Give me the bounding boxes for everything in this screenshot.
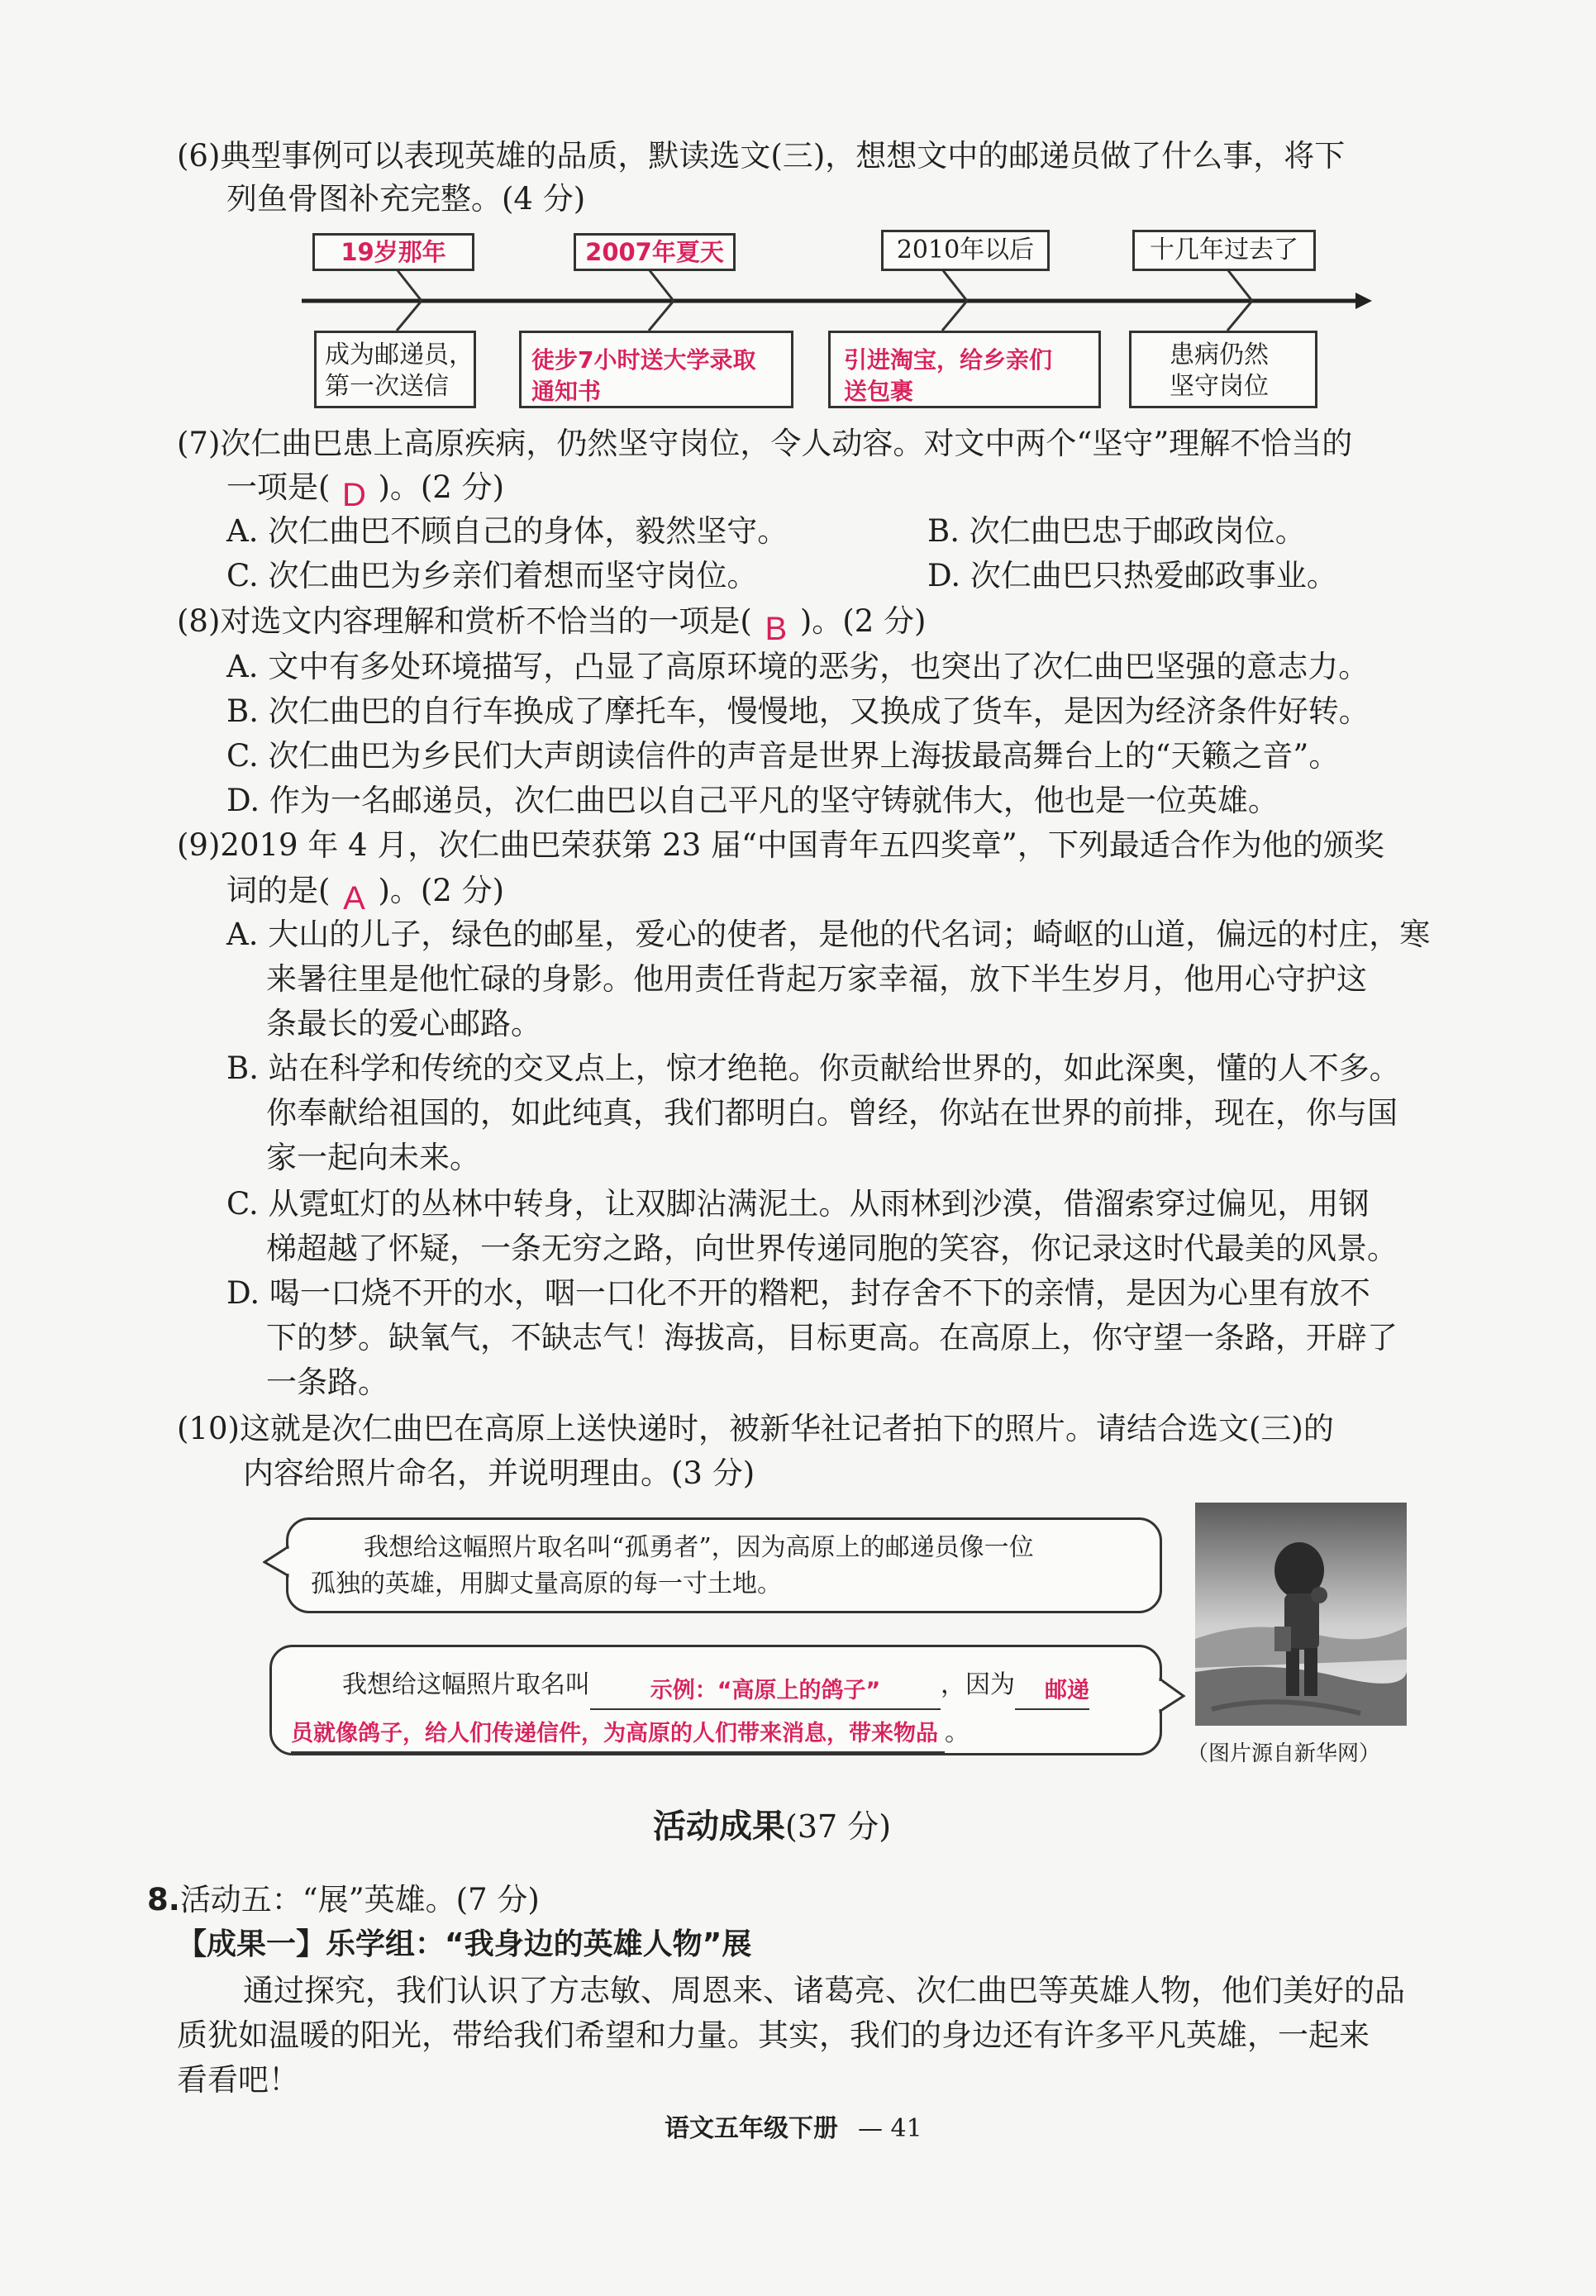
fishbone-top-label-4 [1132,230,1316,271]
q9-stem-pre: 词的是( [226,873,331,908]
fishbone-bottom-box-3 [828,331,1101,408]
reason-answer-part2: 员就像鸽子，给人们传递信件，为高原的人们带来消息，带来物品 [291,1717,945,1753]
q9-option-c-line1: C. 从霓虹灯的丛林中转身，让双脚沾满泥土。从雨林到沙漠，借溜索穿过偏见，用钢 [226,1186,1370,1222]
q9-option-b-line1: B. 站在科学和传统的交叉点上，惊才绝艳。你贡献给世界的，如此深奥，懂的人不多。 [226,1050,1400,1086]
bone-top-4 [1227,269,1252,301]
footer-book-title: 语文五年级下册 [665,2114,838,2143]
bubble1-line1: 我想给这幅照片取名叫“孤勇者”，因为高原上的邮递员像一位 [364,1533,1034,1562]
top-label-2-text: 2007年夏天 [585,238,724,266]
spine-arrowhead [1355,293,1372,309]
bone-top-1 [397,269,422,301]
activity5-title [147,1878,540,1922]
result-one-label: 【成果一】乐学组：“我身边的英雄人物”展 [177,1927,752,1961]
q9-option-a-line3: 条最长的爱心邮路。 [266,1006,541,1041]
fishbone-top-label-2 [574,233,736,271]
top-label-3-text: 2010年以后 [896,236,1035,264]
q9-option-a-line2: 来暑往里是他忙碌的身影。他用责任背起万家幸福，放下半生岁月，他用心守护这 [266,961,1367,997]
section-title: 活动成果 [653,1808,785,1846]
q8-option-d: D. 作为一名邮递员，次仁曲巴以自己平凡的坚守铸就伟大，他也是一位英雄。 [226,783,1279,818]
fishbone-bottom-box-4 [1129,331,1317,408]
q8-option-c: C. 次仁曲巴为乡民们大声朗读信件的声音是世界上海拔最高舞台上的“天籁之音”。 [226,738,1340,774]
box1-line1: 成为邮递员， [325,341,474,369]
top-label-1-text: 19岁那年 [341,238,446,266]
q8-option-b: B. 次仁曲巴的自行车换成了摩托车，慢慢地，又换成了货车，是因为经济条件好转。 [226,693,1370,729]
bubble2-line2 [291,1716,970,1753]
q7-option-c: C. 次仁曲巴为乡亲们着想而坚守岗位。 [226,558,758,593]
bubble1-tail [263,1546,291,1579]
q9-option-d-line3: 一条路。 [266,1365,388,1400]
q9-option-b-line3: 家一起向未来。 [266,1140,480,1175]
box4-line1: 患病仍然 [1170,341,1269,369]
photo-caption: （图片源自新华网） [1187,1741,1381,1766]
bubble2-because: ，因为 [941,1670,1015,1699]
q8-line1 [177,598,927,647]
q9-option-a-line1: A. 大山的儿子，绿色的邮星，爱心的使者，是他的代名词；崎岖的山道，偏远的村庄，寒 [226,917,1431,952]
q10-line2: 内容给照片命名，并说明理由。(3 分) [243,1455,755,1491]
fishbone-diagram [0,0,1596,430]
bubble1-line2: 孤独的英雄，用脚丈量高原的每一寸土地。 [311,1570,782,1598]
bone-bottom-3 [942,301,967,331]
q8-option-a: A. 文中有多处环境描写，凸显了高原环境的恶劣，也突出了次仁曲巴坚强的意志力。 [226,649,1370,684]
postman-photo-image [1195,1503,1407,1726]
result-para-line3: 看看吧！ [177,2062,299,2098]
question-number: 8. [147,1882,180,1917]
q9-option-d-line2: 下的梦。缺氧气，不缺志气！海拔高，目标更高。在高原上，你守望一条路，开辟了 [266,1320,1398,1355]
bone-top-3 [942,269,967,301]
box1-line2: 第一次送信 [325,372,449,401]
bone-top-2 [649,269,674,301]
q9-line1: (9)2019 年 4 月，次仁曲巴荣获第 23 届“中国青年五四奖章”，下列最适合作为他的颁奖 [177,827,1384,863]
box3-line1: 引进淘宝，给乡亲们 [844,346,1053,374]
fishbone-top-label-3 [881,230,1050,271]
postman-photo [1195,1503,1407,1726]
q7-stem-pre: 一项是( [226,469,331,505]
q7-stem-post: )。(2 分) [378,469,505,505]
top-label-4-text: 十几年过去了 [1150,236,1298,264]
q10-line1: (10)这就是次仁曲巴在高原上送快递时，被新华社记者拍下的照片。请结合选文(三)的 [177,1411,1334,1446]
bone-bottom-2 [649,301,674,331]
bubble2-tail [1159,1678,1187,1714]
q6-line1: (6)典型事例可以表现英雄的品质，默读选文(三)，想想文中的邮递员做了什么事，将下 [177,138,1346,174]
bone-bottom-4 [1227,301,1252,331]
q9-line2 [226,868,505,917]
page-footer [665,2113,922,2146]
photo-name-answer: 示例：“高原上的鸽子” [590,1674,941,1710]
q7-line2 [226,464,505,513]
reason-answer-part1: 邮递 [1015,1674,1089,1710]
bone-bottom-1 [397,301,422,331]
q7-option-d: D. 次仁曲巴只热爱邮政事业。 [927,558,1337,593]
q6-line2: 列鱼骨图补充完整。(4 分) [226,181,586,217]
fishbone-top-label-1 [312,233,474,271]
q9-stem-post: )。(2 分) [378,873,505,908]
section-score: (37 分) [785,1808,892,1845]
activity5-text: 活动五：“展”英雄。(7 分) [179,1882,540,1917]
box4-line2: 坚守岗位 [1170,372,1269,401]
box2-line1: 徒步7小时送大学录取 [531,346,756,374]
section-heading [653,1803,891,1850]
q9-option-b-line2: 你奉献给祖国的，如此纯真，我们都明白。曾经，你站在世界的前排，现在，你与国 [266,1095,1398,1131]
box3-line2: 送包裹 [844,378,914,405]
bubble2-period: 。 [945,1718,970,1747]
q9-answer: A [343,880,365,917]
q7-answer: D [341,477,366,513]
q7-line1: (7)次仁曲巴患上高原疾病，仍然坚守岗位，令人动容。对文中两个“坚守”理解不恰当的 [177,426,1353,461]
q9-option-d-line1: D. 喝一口烧不开的水，咽一口化不开的糌粑，封存舍不下的亲情，是因为心里有放不 [226,1275,1370,1311]
q8-answer: B [765,611,788,647]
bubble2-prompt: 我想给这幅照片取名叫 [342,1670,590,1699]
footer-page-number: — 41 [858,2114,922,2143]
fishbone-bottom-box-1 [314,331,476,408]
result-para-line1: 通过探究，我们认识了方志敏、周恩来、诸葛亮、次仁曲巴等英雄人物，他们美好的品 [243,1973,1405,2008]
q9-option-c-line2: 梯超越了怀疑，一条无穷之路，向世界传递同胞的笑容，你记录这时代最美的风景。 [266,1231,1398,1266]
fishbone-bottom-box-2 [519,331,793,408]
bubble2-line1 [342,1668,1089,1705]
box2-line2: 通知书 [531,378,602,405]
result-para-line2: 质犹如温暖的阳光，带给我们希望和力量。其实，我们的身边还有许多平凡英雄，一起来 [177,2017,1370,2053]
q7-option-b: B. 次仁曲巴忠于邮政岗位。 [927,513,1306,549]
q8-stem-post: )。(2 分) [799,603,927,639]
q7-option-a: A. 次仁曲巴不顾自己的身体，毅然坚守。 [226,513,788,549]
q8-stem-pre: (8)对选文内容理解和赏析不恰当的一项是( [177,603,752,639]
